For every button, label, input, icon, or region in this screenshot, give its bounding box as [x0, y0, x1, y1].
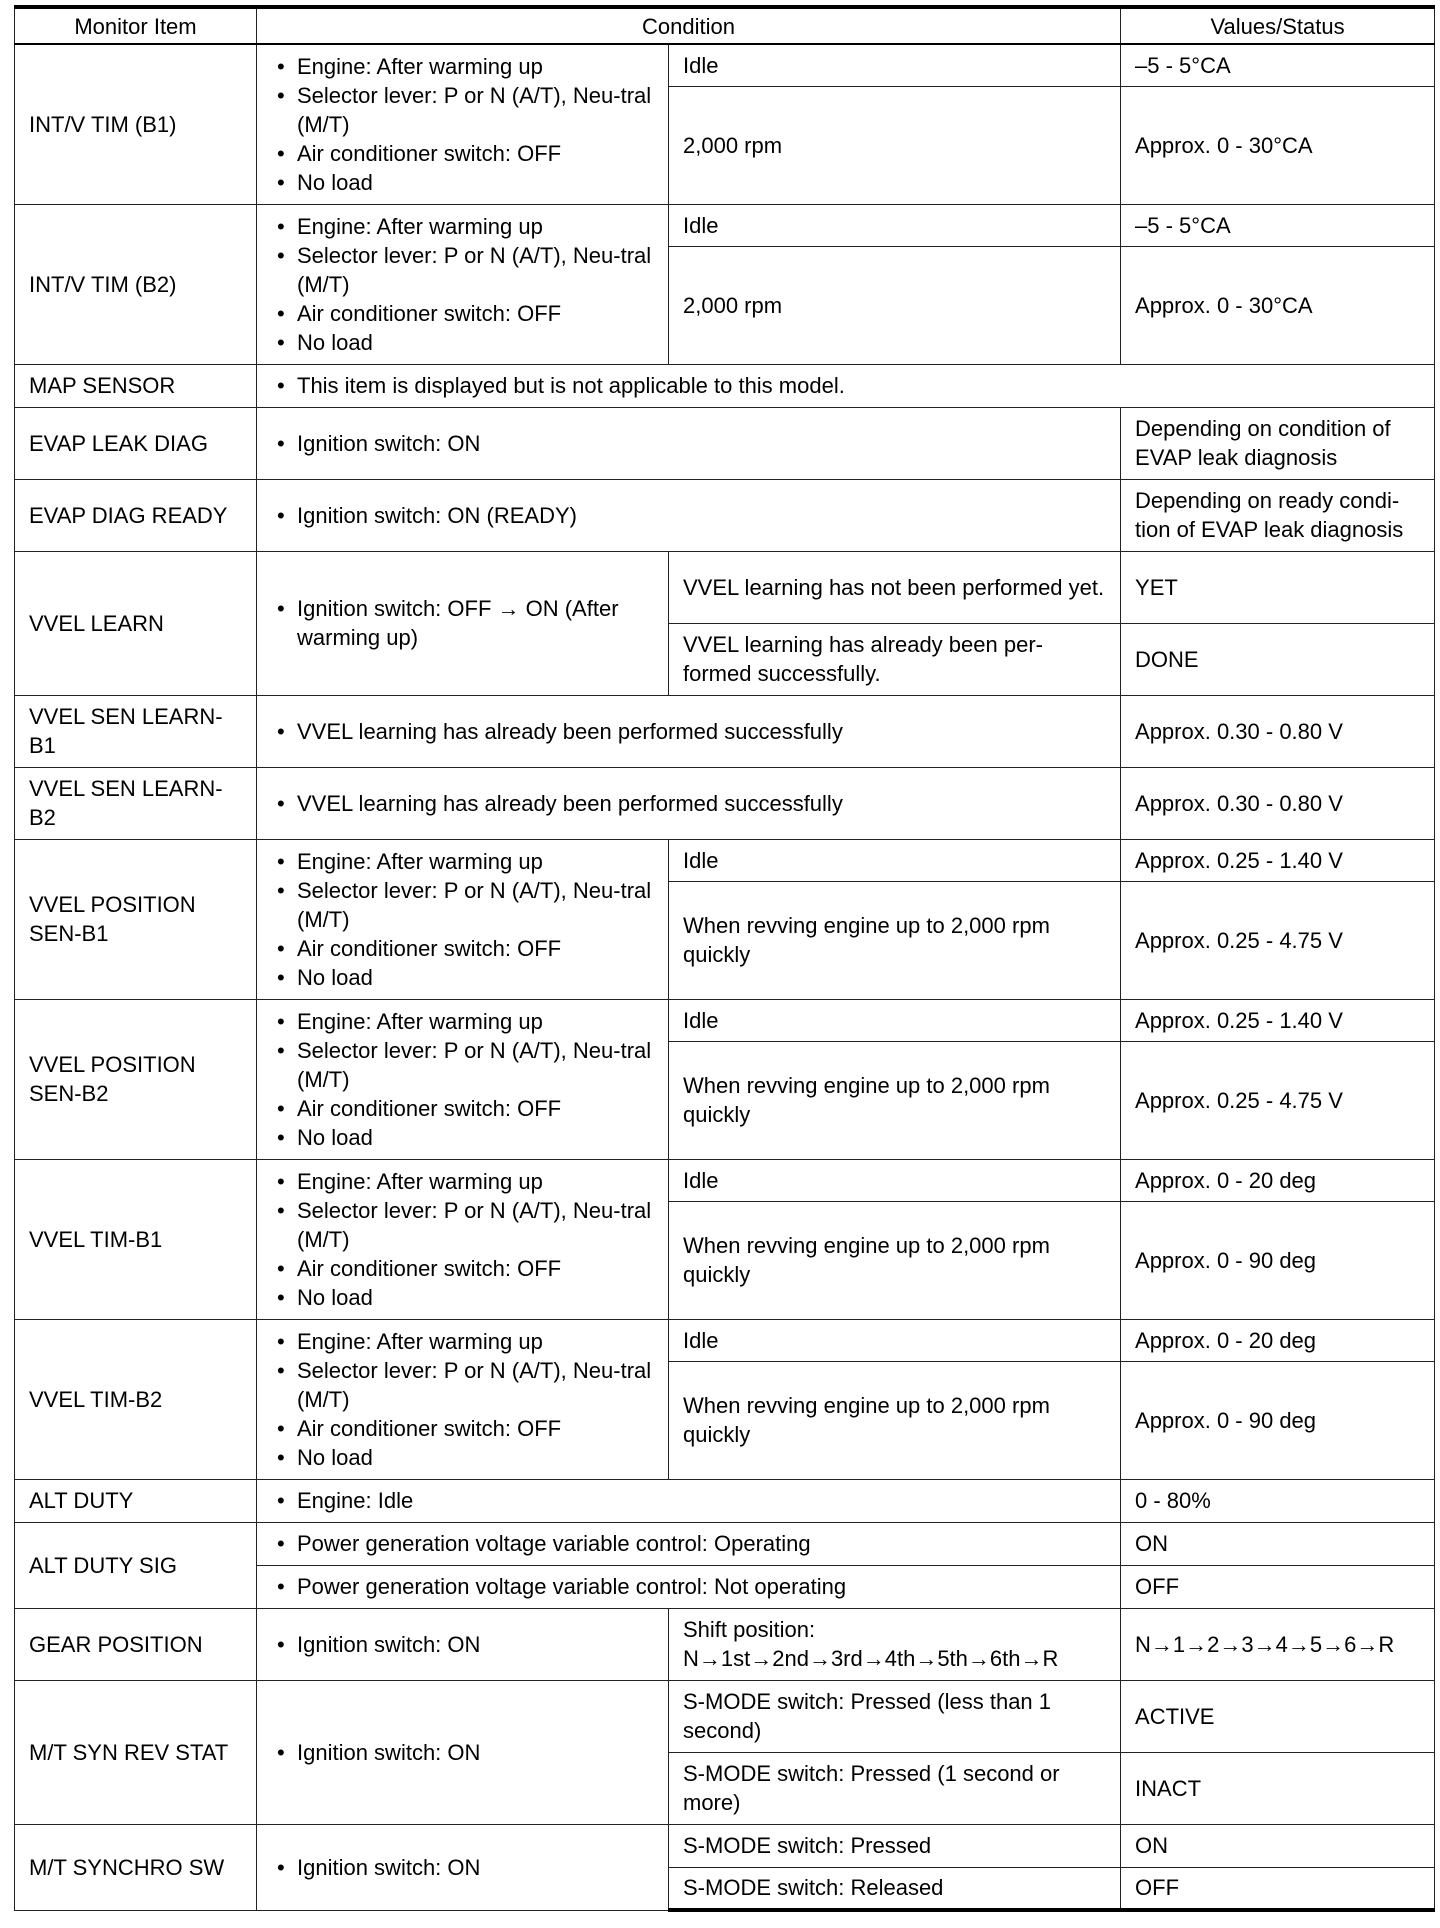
value-cell: Approx. 0.25 - 1.40 V: [1121, 839, 1435, 881]
table-row: [15, 407, 1435, 479]
table-row: [15, 767, 1435, 839]
monitor-item-cell: INT/V TIM (B1): [15, 44, 257, 204]
list-item: • No load: [271, 168, 654, 197]
table-row: [15, 1319, 1435, 1361]
value-cell: INACT: [1121, 1752, 1435, 1824]
value-cell: DONE: [1121, 623, 1435, 695]
table-row: [15, 44, 1435, 86]
sub-condition-cell: Idle: [669, 1319, 1121, 1361]
monitor-item-cell: ALT DUTY SIG: [15, 1522, 257, 1608]
condition-cell: [257, 767, 1121, 839]
table-header-row: [15, 7, 1435, 44]
condition-cell: [257, 999, 669, 1159]
value-cell: N→1→2→3→4→5→6→R: [1121, 1608, 1435, 1680]
value-cell: Approx. 0.25 - 4.75 V: [1121, 881, 1435, 999]
condition-cell: [257, 1608, 669, 1680]
list-item: • No load: [271, 328, 654, 357]
monitor-item-cell: VVEL LEARN: [15, 551, 257, 695]
list-item: • VVEL learning has already been performed successfully: [271, 717, 1106, 746]
list-item: • Selector lever: P or N (A/T), Neu-tral (M/T): [271, 241, 654, 299]
value-cell: –5 - 5°CA: [1121, 204, 1435, 246]
sub-condition-cell: S-MODE switch: Pressed (less than 1 second): [669, 1680, 1121, 1752]
value-cell: Approx. 0.30 - 0.80 V: [1121, 767, 1435, 839]
sub-condition-cell: Idle: [669, 44, 1121, 86]
table-row: [15, 1479, 1435, 1522]
value-cell: Approx. 0 - 30°CA: [1121, 86, 1435, 204]
sub-condition-cell: VVEL learning has not been performed yet.: [669, 551, 1121, 623]
list-item: • Air conditioner switch: OFF: [271, 934, 654, 963]
value-cell: ON: [1121, 1824, 1435, 1867]
list-item: • Ignition switch: ON: [271, 1853, 654, 1882]
monitor-item-cell: INT/V TIM (B2): [15, 204, 257, 364]
monitor-item-cell: VVEL POSITION SEN-B1: [15, 839, 257, 999]
monitor-item-cell: VVEL POSITION SEN-B2: [15, 999, 257, 1159]
table-row: [15, 204, 1435, 246]
sub-condition-cell: VVEL learning has already been per-formed successfully.: [669, 623, 1121, 695]
condition-cell: [257, 839, 669, 999]
list-item: • Engine: After warming up: [271, 1167, 654, 1196]
warm-conditions-list: [271, 1007, 654, 1152]
list-item: • Engine: After warming up: [271, 1327, 654, 1356]
header-condition: Condition: [257, 7, 1121, 44]
value-cell: Approx. 0 - 30°CA: [1121, 246, 1435, 364]
list-item: • Air conditioner switch: OFF: [271, 1094, 654, 1123]
list-item: • Engine: After warming up: [271, 847, 654, 876]
monitor-spec-table: [14, 5, 1435, 1912]
value-cell: Approx. 0 - 90 deg: [1121, 1361, 1435, 1479]
value-cell: Depending on ready condi-tion of EVAP leak diagnosis: [1121, 479, 1435, 551]
sub-condition-cell: Idle: [669, 204, 1121, 246]
condition-cell: [257, 1319, 669, 1479]
warm-conditions-list: [271, 52, 654, 197]
table-row: [15, 479, 1435, 551]
table-row: [15, 695, 1435, 767]
warm-conditions-list: [271, 212, 654, 357]
list-item: • Ignition switch: OFF → ON (After warming up): [271, 594, 654, 652]
shift-position-label: Shift position:: [683, 1617, 816, 1642]
condition-cell: [257, 695, 1121, 767]
condition-cell: [257, 1159, 669, 1319]
list-item: • Ignition switch: ON: [271, 1738, 654, 1767]
monitor-item-cell: ALT DUTY: [15, 1479, 257, 1522]
sub-condition-cell: 2,000 rpm: [669, 86, 1121, 204]
monitor-item-cell: VVEL SEN LEARN-B1: [15, 695, 257, 767]
warm-conditions-list: [271, 1167, 654, 1312]
list-item: • No load: [271, 1443, 654, 1472]
monitor-item-cell: M/T SYN REV STAT: [15, 1680, 257, 1824]
value-cell: OFF: [1121, 1565, 1435, 1608]
value-cell: ACTIVE: [1121, 1680, 1435, 1752]
table-row: [15, 364, 1435, 407]
monitor-item-cell: GEAR POSITION: [15, 1608, 257, 1680]
sub-condition-cell: Idle: [669, 1159, 1121, 1201]
table-row: [15, 1608, 1435, 1680]
monitor-item-cell: M/T SYNCHRO SW: [15, 1824, 257, 1910]
value-cell: Approx. 0 - 90 deg: [1121, 1201, 1435, 1319]
value-cell: ON: [1121, 1522, 1435, 1565]
list-item: • No load: [271, 1123, 654, 1152]
sub-condition-cell: When revving engine up to 2,000 rpm quickly: [669, 1041, 1121, 1159]
list-item: • Selector lever: P or N (A/T), Neu-tral (M/T): [271, 1356, 654, 1414]
list-item: • Air conditioner switch: OFF: [271, 299, 654, 328]
page: [14, 5, 1434, 1912]
sub-condition-cell: Idle: [669, 999, 1121, 1041]
header-values-status: Values/Status: [1121, 7, 1435, 44]
list-item: • Air conditioner switch: OFF: [271, 1254, 654, 1283]
warm-conditions-list: [271, 1327, 654, 1472]
table-row: [15, 1680, 1435, 1752]
monitor-item-cell: EVAP DIAG READY: [15, 479, 257, 551]
table-row: [15, 551, 1435, 623]
list-item: • Engine: After warming up: [271, 1007, 654, 1036]
list-item: • Ignition switch: ON: [271, 1630, 654, 1659]
sub-condition-cell: S-MODE switch: Pressed: [669, 1824, 1121, 1867]
table-row: [15, 839, 1435, 881]
sub-condition-cell: When revving engine up to 2,000 rpm quickly: [669, 1361, 1121, 1479]
value-cell: –5 - 5°CA: [1121, 44, 1435, 86]
sub-condition-cell: [669, 1608, 1121, 1680]
sub-condition-cell: When revving engine up to 2,000 rpm quickly: [669, 1201, 1121, 1319]
monitor-item-cell: EVAP LEAK DIAG: [15, 407, 257, 479]
monitor-item-cell: VVEL TIM-B2: [15, 1319, 257, 1479]
monitor-item-cell: VVEL SEN LEARN-B2: [15, 767, 257, 839]
sub-condition-cell: 2,000 rpm: [669, 246, 1121, 364]
value-cell: Approx. 0.30 - 0.80 V: [1121, 695, 1435, 767]
value-cell: Approx. 0.25 - 1.40 V: [1121, 999, 1435, 1041]
list-item: • Air conditioner switch: OFF: [271, 1414, 654, 1443]
warm-conditions-list: [271, 847, 654, 992]
list-item: • Selector lever: P or N (A/T), Neu-tral (M/T): [271, 1196, 654, 1254]
value-cell: Depending on condition of EVAP leak diagnosis: [1121, 407, 1435, 479]
condition-cell: [257, 364, 1435, 407]
list-item: • Power generation voltage variable control: Operating: [271, 1529, 1106, 1558]
sub-condition-cell: S-MODE switch: Pressed (1 second or more): [669, 1752, 1121, 1824]
condition-cell: [257, 1479, 1121, 1522]
sub-condition-cell: When revving engine up to 2,000 rpm quickly: [669, 881, 1121, 999]
sub-condition-cell: Idle: [669, 839, 1121, 881]
value-cell: OFF: [1121, 1867, 1435, 1910]
table-row: [15, 1824, 1435, 1867]
value-cell: Approx. 0 - 20 deg: [1121, 1319, 1435, 1361]
list-item: • Selector lever: P or N (A/T), Neu-tral (M/T): [271, 81, 654, 139]
condition-cell: [257, 551, 669, 695]
condition-cell: [257, 1824, 669, 1910]
value-cell: YET: [1121, 551, 1435, 623]
list-item: • Engine: Idle: [271, 1486, 1106, 1515]
condition-cell: [257, 204, 669, 364]
list-item: • No load: [271, 963, 654, 992]
list-item: • Ignition switch: ON: [271, 429, 1106, 458]
value-cell: Approx. 0 - 20 deg: [1121, 1159, 1435, 1201]
condition-cell: [257, 44, 669, 204]
shift-position-sequence: N→1st→2nd→3rd→4th→5th→6th→R: [683, 1646, 1059, 1671]
table-row: [15, 1522, 1435, 1565]
value-cell: 0 - 80%: [1121, 1479, 1435, 1522]
condition-cell: [257, 1680, 669, 1824]
list-item: • No load: [271, 1283, 654, 1312]
list-item: • Engine: After warming up: [271, 52, 654, 81]
list-item: • This item is displayed but is not applicable to this model.: [271, 371, 1420, 400]
list-item: • Selector lever: P or N (A/T), Neu-tral (M/T): [271, 1036, 654, 1094]
sub-condition-cell: S-MODE switch: Released: [669, 1867, 1121, 1910]
list-item: • Ignition switch: ON (READY): [271, 501, 1106, 530]
condition-cell: [257, 1565, 1121, 1608]
table-row: [15, 999, 1435, 1041]
monitor-item-cell: VVEL TIM-B1: [15, 1159, 257, 1319]
list-item: • VVEL learning has already been performed successfully: [271, 789, 1106, 818]
monitor-item-cell: MAP SENSOR: [15, 364, 257, 407]
condition-cell: [257, 1522, 1121, 1565]
value-cell: Approx. 0.25 - 4.75 V: [1121, 1041, 1435, 1159]
list-item: • Power generation voltage variable control: Not operating: [271, 1572, 1106, 1601]
list-item: • Engine: After warming up: [271, 212, 654, 241]
list-item: • Air conditioner switch: OFF: [271, 139, 654, 168]
list-item: • Selector lever: P or N (A/T), Neu-tral (M/T): [271, 876, 654, 934]
condition-cell: [257, 479, 1121, 551]
condition-cell: [257, 407, 1121, 479]
table-row: [15, 1159, 1435, 1201]
header-monitor-item: Monitor Item: [15, 7, 257, 44]
